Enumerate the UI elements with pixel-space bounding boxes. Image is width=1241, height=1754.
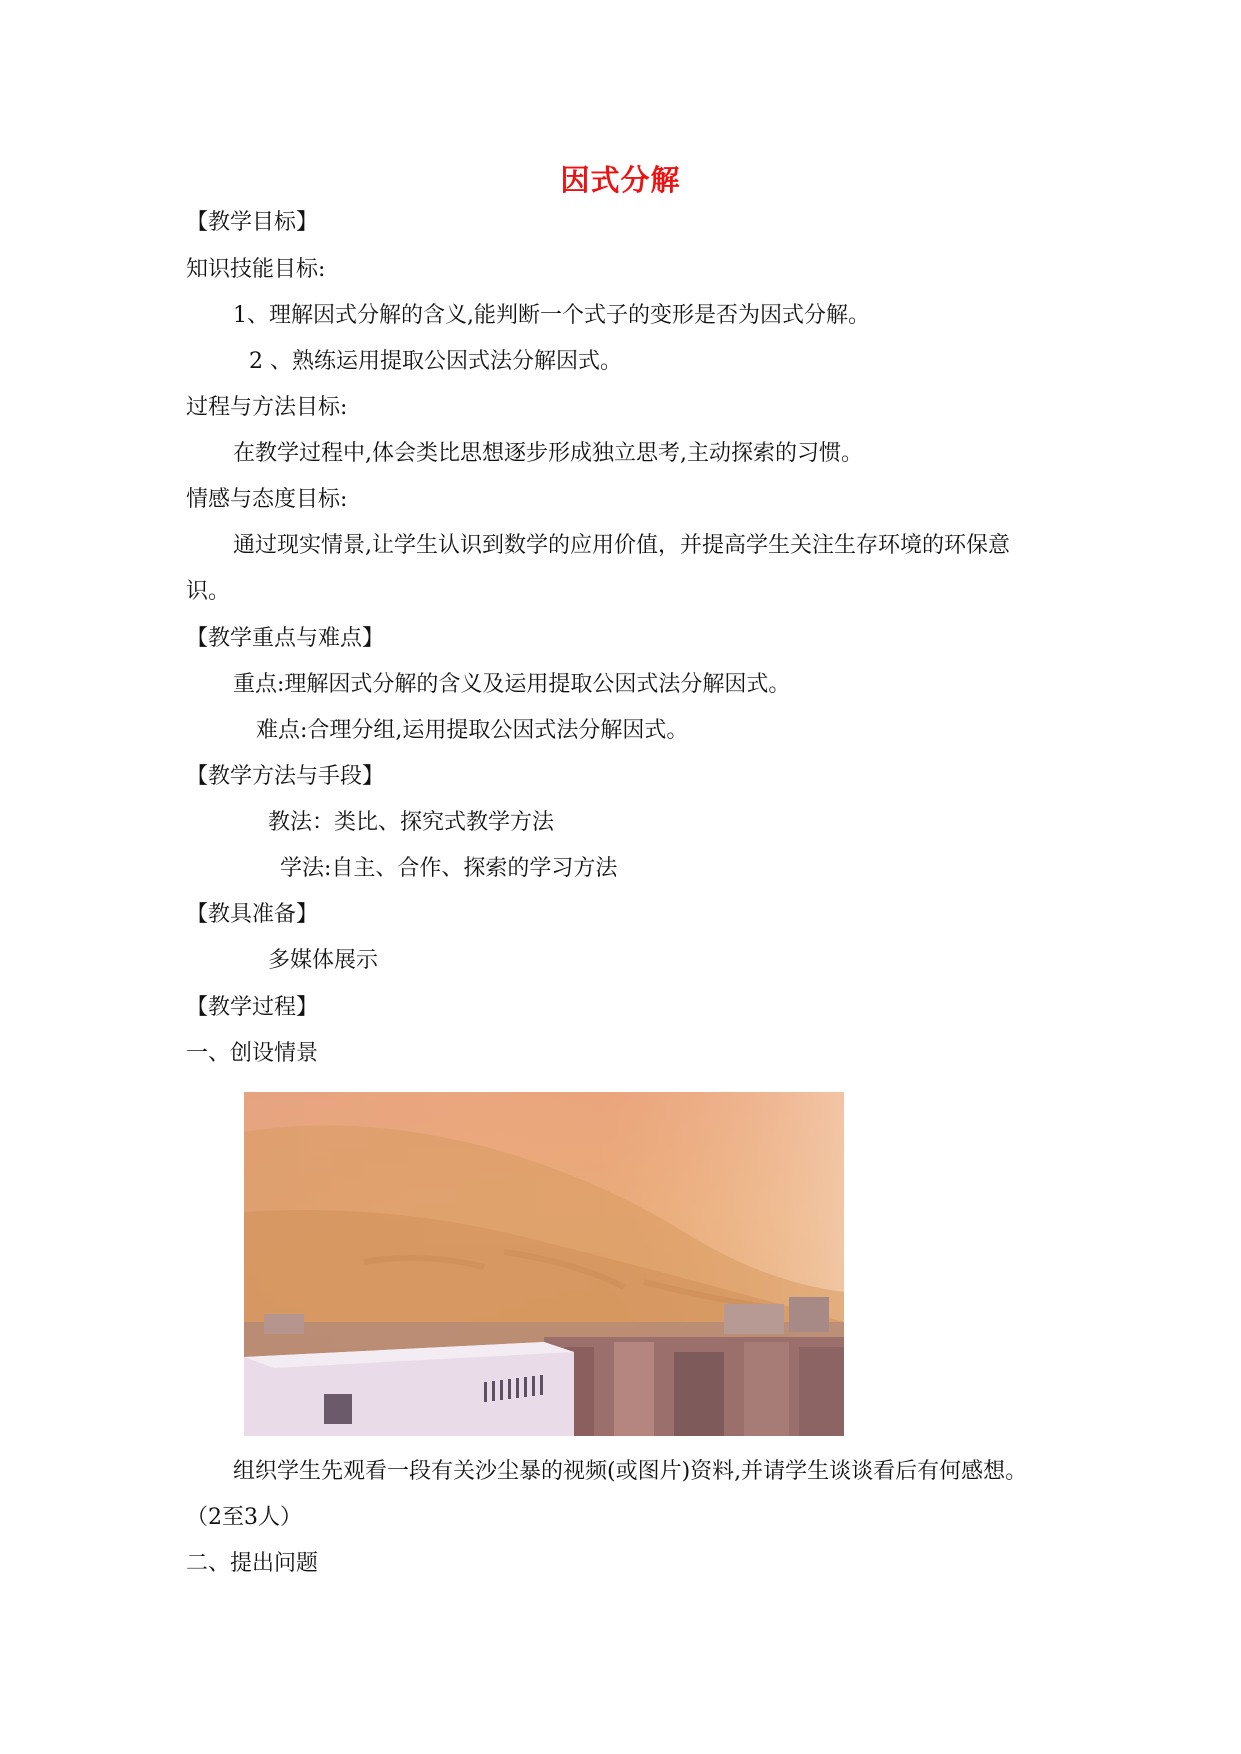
section-create-scenario: 一、创设情景 xyxy=(186,1041,319,1066)
sandstorm-photo xyxy=(244,1092,844,1436)
subheading-knowledge-goals: 知识技能目标: xyxy=(186,257,326,282)
page-title: 因式分解 xyxy=(560,163,681,197)
paragraph-attitude-goals: 通过现实情景,让学生认识到数学的应用价值，并提高学生关注生存环境的环保意 xyxy=(233,533,1010,558)
paragraph-learning-method: 学法:自主、合作、探索的学习方法 xyxy=(280,856,618,881)
list-item-goal-1: 1、理解因式分解的含义,能判断一个式子的变形是否为因式分解。 xyxy=(233,303,870,328)
paragraph-materials: 多媒体展示 xyxy=(268,948,379,973)
heading-methods: 【教学方法与手段】 xyxy=(186,764,385,789)
heading-process: 【教学过程】 xyxy=(186,995,319,1020)
list-item-goal-2: 2 、熟练运用提取公因式法分解因式。 xyxy=(249,349,622,374)
paragraph-teaching-method: 教法：类比、探究式教学方法 xyxy=(268,810,555,835)
paragraph-attitude-goals-cont: 识。 xyxy=(186,579,231,604)
heading-materials: 【教具准备】 xyxy=(186,902,319,927)
section-raise-question: 二、提出问题 xyxy=(186,1551,319,1576)
paragraph-key-point: 重点:理解因式分解的含义及运用提取公因式法分解因式。 xyxy=(233,672,791,697)
paragraph-scenario-instructions-cont: （2至3人） xyxy=(186,1505,302,1530)
paragraph-scenario-instructions: 组织学生先观看一段有关沙尘暴的视频(或图片)资料,并请学生谈谈看后有何感想。 xyxy=(233,1459,1028,1484)
heading-teaching-goals: 【教学目标】 xyxy=(186,210,319,235)
paragraph-difficult-point: 难点:合理分组,运用提取公因式法分解因式。 xyxy=(256,718,689,743)
subheading-attitude-goals: 情感与态度目标: xyxy=(186,487,348,512)
subheading-process-goals: 过程与方法目标: xyxy=(186,395,348,420)
paragraph-process-goals: 在教学过程中,体会类比思想逐步形成独立思考,主动探索的习惯。 xyxy=(233,441,863,466)
heading-key-points: 【教学重点与难点】 xyxy=(186,626,385,651)
